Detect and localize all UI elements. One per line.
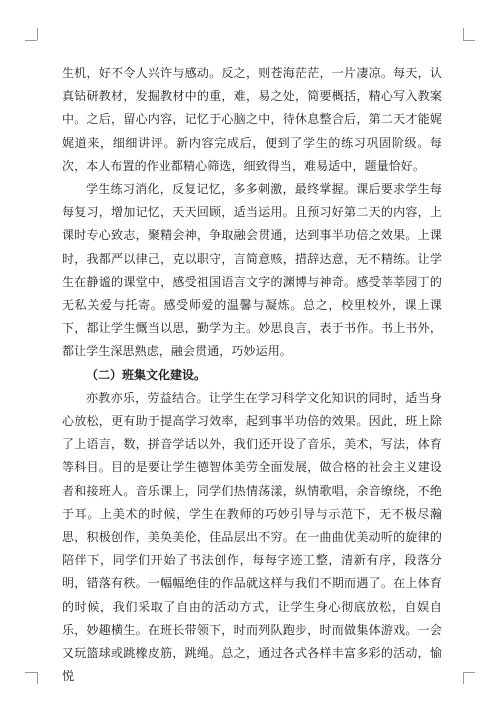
crop-mark-top-left-h — [25, 40, 37, 41]
crop-mark-top-left-v — [37, 28, 38, 40]
paragraph: 亦教亦乐，劳益结合。让学生在学习科学文化知识的同时，适当身心放松，更有助于提高学习效率，起到事半功倍的效果。因此，班上除了上语言，数，拼音学话以外，我们还开设了音乐，美术，写法，体育等科目。目的是要让学生德智体美劳全面发展，做合格的社会主义建设者和接班人。音乐课上，同学们热情荡漾，纵情歌唱，余音缭绕，不绝于耳。上美术的时候，学生在教师的巧妙引导与示范下，无不极尽瀚思，积极创作，美奂美伦，佳品层出不穷。在一曲曲优美动听的旋律的陪伴下，同学们开始了书法创作，每每字迹工整，清新有序，段落分明，错落有秩。一幅幅绝佳的作品就这样与我们不期而遇了。在上体育的时候，我们采取了自由的活动方式，让学生身心彻底放松，自娱自乐，妙趣横生。在班长带领下，时而列队跑步，时而做集体游戏。一会又玩篮球或跳橡皮筋，跳绳。总之，通过各式各样丰富多彩的活动，愉悦 — [62, 390, 442, 684]
section-heading: （二）班集文化建设。 — [86, 367, 207, 382]
crop-mark-bottom-left-v — [37, 672, 38, 684]
crop-mark-top-right-v — [463, 28, 464, 40]
crop-mark-bottom-right-h — [463, 672, 475, 673]
crop-mark-top-right-h — [463, 40, 475, 41]
crop-mark-bottom-left-h — [25, 672, 37, 673]
crop-mark-bottom-right-v — [463, 672, 464, 684]
paragraph: 生机，好不令人兴许与感动。反之，则苍海茫茫，一片凄凉。每天，认真钻研教材，发掘教材中的重，难，易之处，简要概括，精心写入教案中。之后，留心内容，记忆于心脑之中，待休息整合后，第二天才能娓娓道来，细细讲评。新内容完成后，便到了学生的练习巩固阶级。每次，本人布置的作业都精心筛选，细致得当，难易适中，题量恰好。 — [62, 66, 442, 173]
paragraph: 学生练习消化，反复记忆，多多刺激，最终掌握。课后要求学生每每复习，增加记忆，天天回顾，适当运用。且预习好第二天的内容，上课时专心致志，聚精会神，争取融会贯通，达到事半功倍之效果。上课时，我都严以律己，克以职守，言简意赅，措辞达意，无不精练。让学生在静谧的课堂中，感受祖国语言文字的渊博与神奇。感受莘莘园丁的无私关爱与托寄。感受师爱的温馨与凝炼。总之，校里校外，课上课下，都让学生慨当以思，勤学为主。妙思良言，表于书作。书上书外，都让学生深思熟虑，融会贯通，巧妙运用。 — [62, 182, 442, 359]
document-body — [62, 62, 442, 688]
